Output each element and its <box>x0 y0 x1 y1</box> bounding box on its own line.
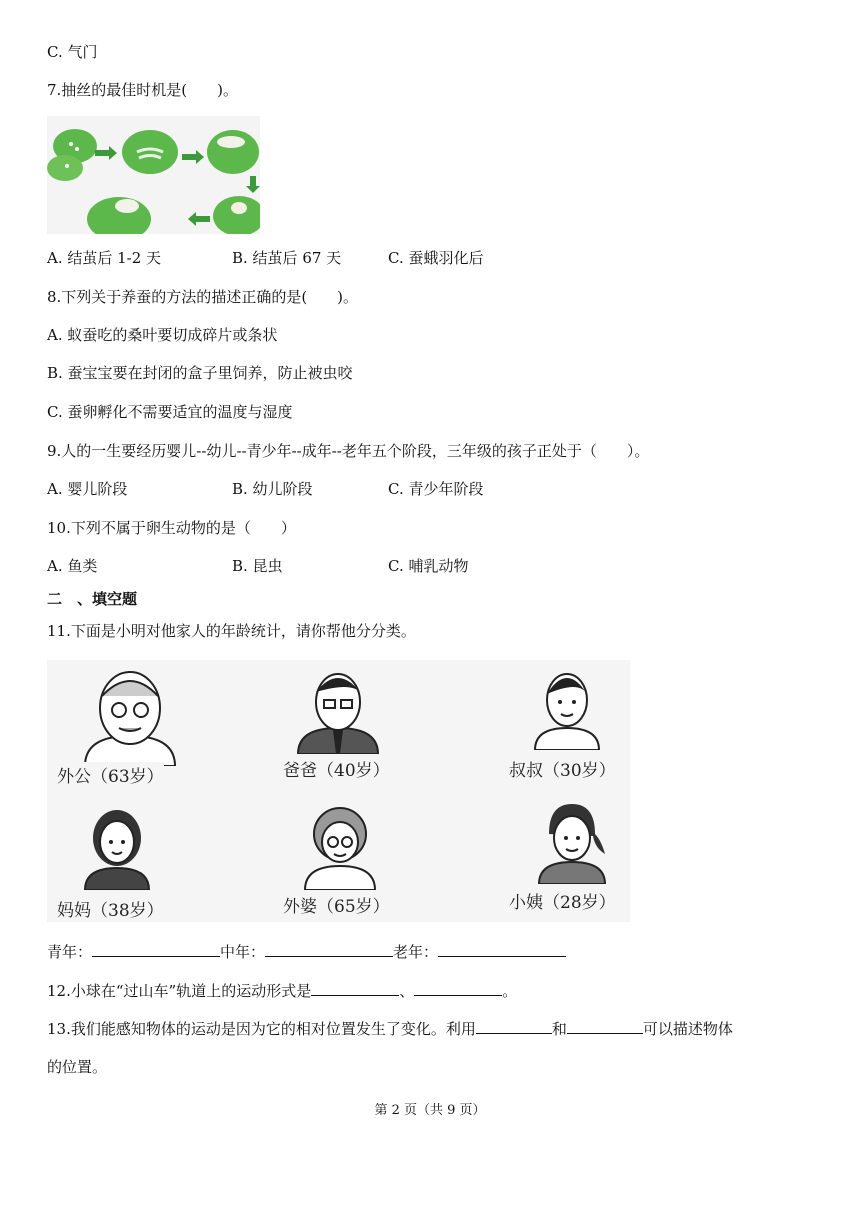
leaf-2 <box>122 130 178 174</box>
q13-blank-1[interactable] <box>476 1019 552 1034</box>
q8-option-c: C. 蚕卵孵化不需要适宜的温度与湿度 <box>47 403 293 421</box>
page-footer: 第 2 页（共 9 页） <box>374 1103 486 1118</box>
q11-stem: 11.下面是小明对他家人的年龄统计，请你帮他分分类。 <box>47 622 416 640</box>
q13-blank-2[interactable] <box>567 1019 643 1034</box>
label-youth: 青年： <box>47 943 93 961</box>
silkworm-lifecycle-image <box>47 116 260 234</box>
q6-option-c: C. 气门 <box>47 43 98 61</box>
q7-option-c: C. 蚕蛾羽化后 <box>388 249 484 267</box>
grandpa-portrait <box>75 666 185 766</box>
q8-option-b: B. 蚕宝宝要在封闭的盒子里饲养，防止被虫咬 <box>47 364 353 382</box>
q9-option-b: B. 幼儿阶段 <box>232 480 313 498</box>
q12-blank-1[interactable] <box>311 981 399 996</box>
section-title-fill-in: 二 、填空题 <box>47 590 138 608</box>
q12-end: 。 <box>502 982 518 1000</box>
q10-option-c: C. 哺乳动物 <box>388 557 469 575</box>
q7-option-a: A. 结茧后 1-2 天 <box>47 249 162 267</box>
q9-option-c: C. 青少年阶段 <box>388 480 484 498</box>
q9-option-a: A. 婴儿阶段 <box>47 480 128 498</box>
q13-stem-b: 可以描述物体 <box>642 1020 733 1038</box>
q8-option-a: A. 蚁蚕吃的桑叶要切成碎片或条状 <box>47 326 278 344</box>
person-label-mother: 妈妈（38岁） <box>57 896 164 921</box>
leaf-5 <box>87 197 151 234</box>
leaf-3 <box>207 130 259 174</box>
blank-middle-age[interactable] <box>265 942 393 957</box>
label-old-age: 老年： <box>393 943 439 961</box>
blank-old-age[interactable] <box>438 942 566 957</box>
mother-portrait <box>77 802 157 890</box>
q7-stem: 7.抽丝的最佳时机是( )。 <box>47 81 239 99</box>
q13-stem-a: 13.我们能感知物体的运动是因为它的相对位置发生了变化。利用 <box>47 1020 476 1038</box>
leaf-4 <box>213 196 260 234</box>
family-age-image <box>47 660 630 922</box>
q11-answer-row <box>47 942 566 962</box>
father-portrait <box>293 666 383 754</box>
q13-line-2: 的位置。 <box>47 1058 108 1076</box>
person-label-father: 爸爸（40岁） <box>283 756 390 781</box>
blank-youth[interactable] <box>92 942 220 957</box>
person-label-grandpa: 外公（63岁） <box>57 762 164 787</box>
uncle-portrait <box>527 666 607 750</box>
q12-separator: 、 <box>399 982 415 1000</box>
q10-option-a: A. 鱼类 <box>47 557 98 575</box>
person-label-grandma: 外婆（65岁） <box>283 892 390 917</box>
q8-stem: 8.下列关于养蚕的方法的描述正确的是( )。 <box>47 288 359 306</box>
q12-blank-2[interactable] <box>414 981 502 996</box>
q13-mid: 和 <box>551 1020 567 1038</box>
q10-option-b: B. 昆虫 <box>232 557 283 575</box>
person-label-uncle: 叔叔（30岁） <box>509 756 616 781</box>
aunt-portrait <box>529 798 615 884</box>
q12-line <box>47 981 517 1001</box>
person-label-aunt: 小姨（28岁） <box>509 888 616 913</box>
q12-stem: 12.小球在“过山车”轨道上的运动形式是 <box>47 982 312 1000</box>
q13-line-1 <box>47 1019 733 1039</box>
q10-stem: 10.下列不属于卵生动物的是（ ） <box>47 519 296 537</box>
q9-stem: 9.人的一生要经历婴儿--幼儿--青少年--成年--老年五个阶段，三年级的孩子正处于（ ）。 <box>47 442 650 460</box>
grandma-portrait <box>297 800 383 890</box>
q7-option-b: B. 结茧后 67 天 <box>232 249 342 267</box>
leaf-1 <box>47 129 97 181</box>
label-middle-age: 中年： <box>220 943 266 961</box>
